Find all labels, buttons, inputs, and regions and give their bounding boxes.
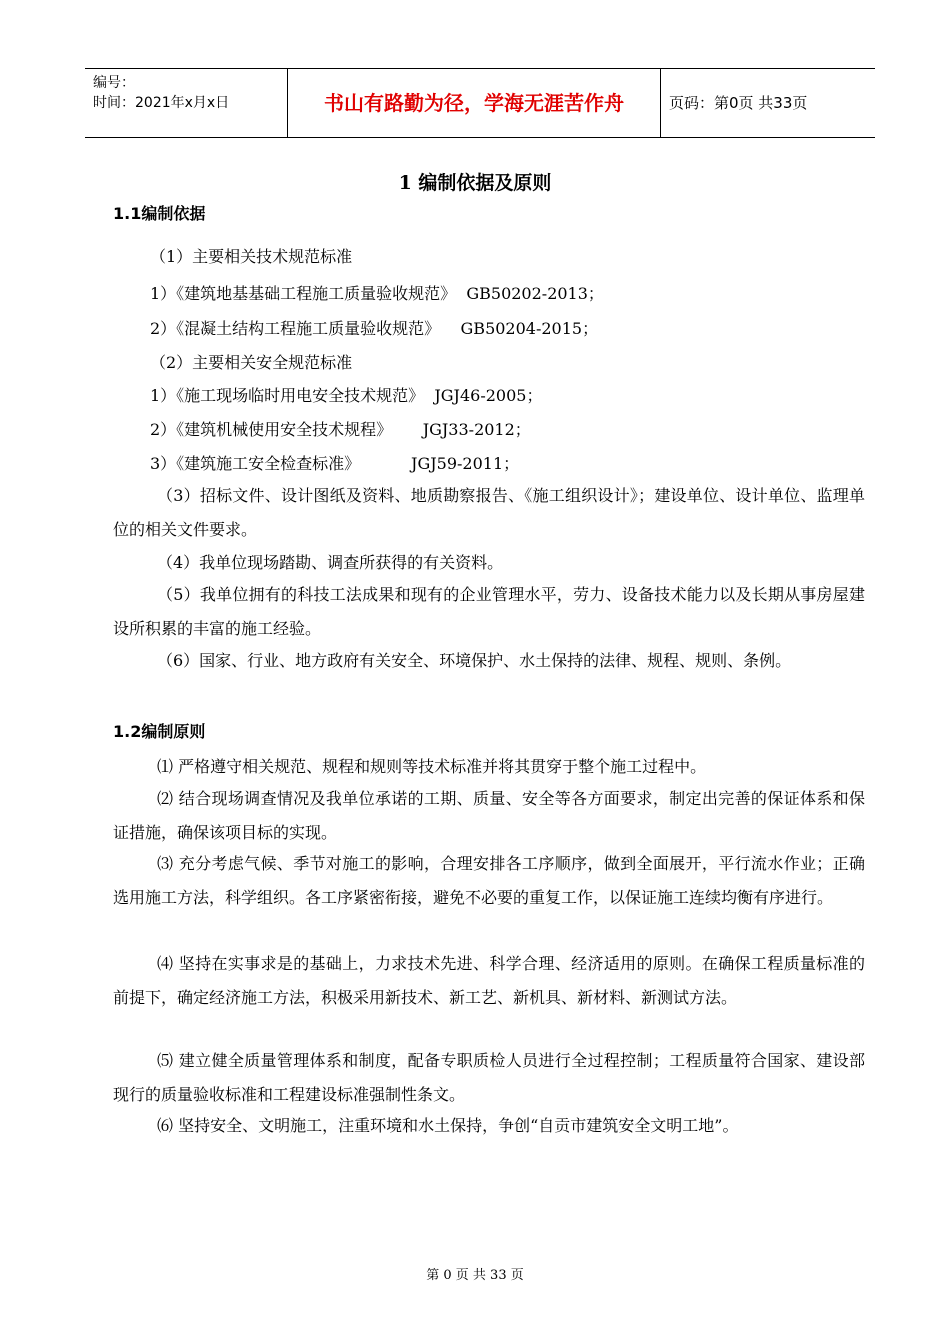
header-meta	[93, 73, 229, 113]
section-heading-1-2: 1.2编制原则	[113, 722, 206, 741]
standard-item: 2）《混凝土结构工程施工质量验收规范》 GB50204-2015；	[150, 319, 599, 338]
paragraph: ⑶ 充分考虑气候、季节对施工的影响，合理安排各工序顺序，做到全面展开，平行流水作业；正确选用施工方法，科学组织。各工序紧密衔接，避免不必要的重复工作，以保证施工连续均衡有序进行。	[113, 854, 865, 907]
paragraph: ⑷ 坚持在实事求是的基础上，力求技术先进、科学合理、经济适用的原则。在确保工程质量标准的前提下，确定经济施工方法，积极采用新技术、新工艺、新机具、新材料、新测试方法。	[113, 954, 865, 1007]
standard-item: 1）《建筑地基基础工程施工质量验收规范》 GB50202-2013；	[150, 284, 604, 303]
header-motto: 书山有路勤为径，学海无涯苦作舟	[324, 91, 624, 115]
paragraph: ⑸ 建立健全质量管理体系和制度，配备专职质检人员进行全过程控制；工程质量符合国家、建设部现行的质量验收标准和工程建设标准强制性条文。	[113, 1051, 865, 1104]
standard-item: 2）《建筑机械使用安全技术规程》 JGJ33-2012；	[150, 420, 531, 439]
header-page-info: 页码：第0页 共33页	[669, 94, 808, 112]
paragraph: （5）我单位拥有的科技工法成果和现有的企业管理水平，劳力、设备技术能力以及长期从事房屋建设所积累的丰富的施工经验。	[113, 585, 865, 638]
standard-item: 1）《施工现场临时用电安全技术规范》 JGJ46-2005；	[150, 386, 543, 405]
document-number-label: 编号：	[93, 75, 135, 91]
paragraph: （6）国家、行业、地方政府有关安全、环境保护、水土保持的法律、规程、规则、条例。	[157, 651, 792, 670]
paragraph: ⑹ 坚持安全、文明施工，注重环境和水土保持，争创“自贡市建筑安全文明工地”。	[157, 1116, 739, 1135]
section-heading-1-1: 1.1编制依据	[113, 204, 206, 223]
document-date-label: 时间：2021年x月x日	[93, 95, 230, 111]
standard-item: 3）《建筑施工安全检查标准》 JGJ59-2011；	[150, 454, 520, 473]
subsection-heading: （1）主要相关技术规范标准	[150, 247, 353, 266]
paragraph: （4）我单位现场踏勘、调查所获得的有关资料。	[157, 553, 504, 572]
subsection-heading: （2）主要相关安全规范标准	[150, 353, 353, 372]
paragraph: ⑴ 严格遵守相关规范、规程和规则等技术标准并将其贯穿于整个施工过程中。	[157, 757, 707, 776]
paragraph: （3）招标文件、设计图纸及资料、地质勘察报告、《施工组织设计》；建设单位、设计单位、监理单位的相关文件要求。	[113, 486, 865, 539]
page-footer: 第 0 页 共 33 页	[426, 1268, 524, 1283]
document-title: 1 编制依据及原则	[398, 172, 552, 194]
page-header	[85, 68, 875, 138]
paragraph: ⑵ 结合现场调查情况及我单位承诺的工期、质量、安全等各方面要求，制定出完善的保证体系和保证措施，确保该项目标的实现。	[113, 789, 865, 842]
header-divider	[660, 69, 661, 137]
